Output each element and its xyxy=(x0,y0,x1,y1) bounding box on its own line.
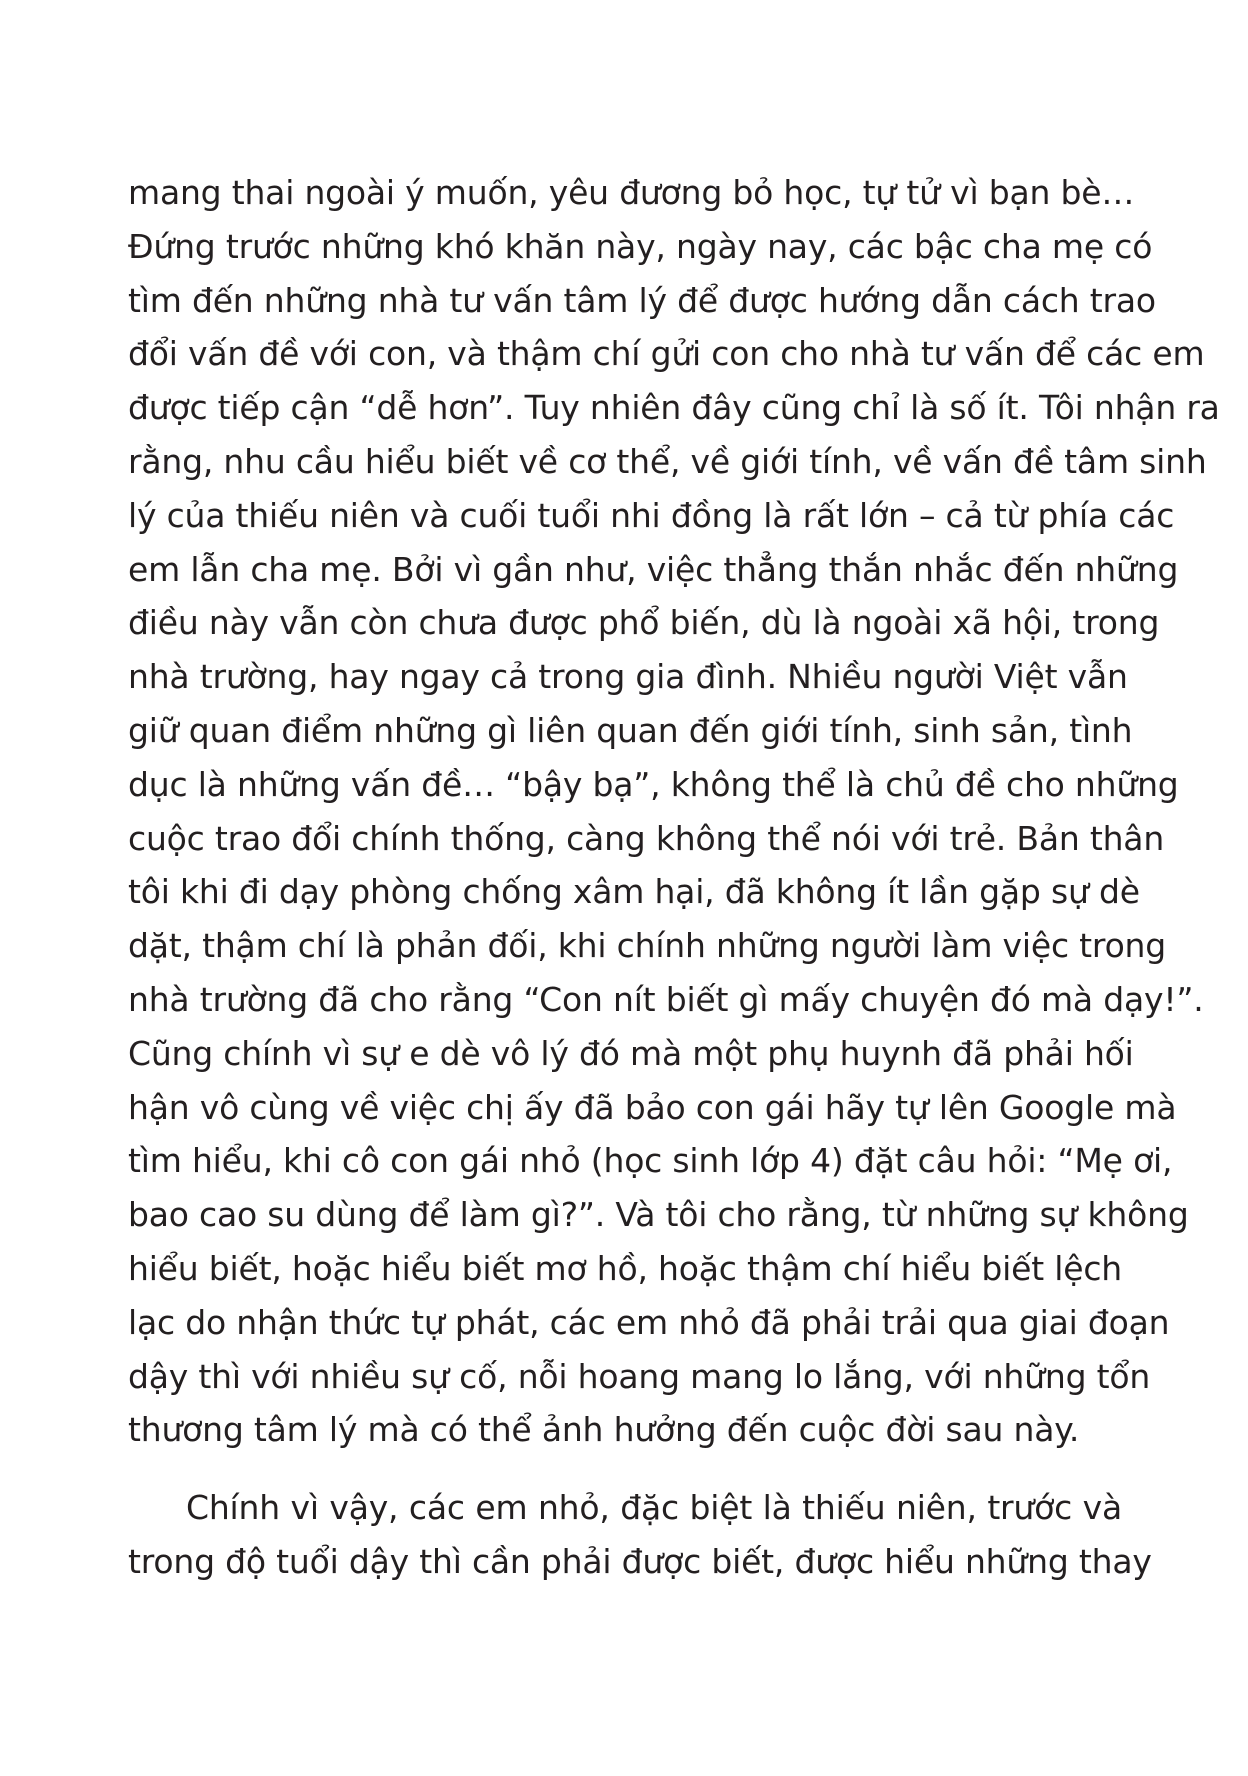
paragraph-spacer xyxy=(128,1457,1122,1481)
text-line: bao cao su dùng để làm gì?”. Và tôi cho rằng, từ những sự không xyxy=(128,1195,1189,1235)
text-line: nhà trường đã cho rằng “Con nít biết gì mấy chuyện đó mà dạy!”. xyxy=(128,979,1204,1019)
text-line: dục là những vấn đề… “bậy bạ”, không thể là chủ đề cho những xyxy=(128,764,1179,804)
text-line: hận vô cùng về việc chị ấy đã bảo con gái hãy tự lên Google mà xyxy=(128,1087,1177,1127)
text-line: cuộc trao đổi chính thống, càng không thể nói với trẻ. Bản thân xyxy=(128,818,1165,858)
text-line: thương tâm lý mà có thể ảnh hưởng đến cuộc đời sau này. xyxy=(128,1410,1080,1450)
text-line: nhà trường, hay ngay cả trong gia đình. Nhiều người Việt vẫn xyxy=(128,657,1128,697)
text-line: tìm đến những nhà tư vấn tâm lý để được hướng dẫn cách trao xyxy=(128,280,1156,320)
text-line: rằng, nhu cầu hiểu biết về cơ thể, về giới tính, về vấn đề tâm sinh xyxy=(128,441,1207,481)
text-line: điều này vẫn còn chưa được phổ biến, dù là ngoài xã hội, trong xyxy=(128,603,1160,643)
body-text xyxy=(128,166,1220,1589)
text-line: dậy thì với nhiều sự cố, nỗi hoang mang lo lắng, với những tổn xyxy=(128,1356,1151,1396)
text-line: trong độ tuổi dậy thì cần phải được biết, được hiểu những thay xyxy=(128,1541,1152,1581)
text-line: em lẫn cha mẹ. Bởi vì gần như, việc thẳng thắn nhắc đến những xyxy=(128,549,1179,589)
paragraph-1 xyxy=(128,166,1220,1457)
text-line: lý của thiếu niên và cuối tuổi nhi đồng là rất lớn – cả từ phía các xyxy=(128,495,1175,535)
paragraph-2 xyxy=(128,1481,1152,1589)
text-line: hiểu biết, hoặc hiểu biết mơ hồ, hoặc thậm chí hiểu biết lệch xyxy=(128,1248,1122,1288)
text-line: Đứng trước những khó khăn này, ngày nay, các bậc cha mẹ có xyxy=(128,226,1153,266)
text-line: Cũng chính vì sự e dè vô lý đó mà một phụ huynh đã phải hối xyxy=(128,1033,1134,1073)
text-line: lạc do nhận thức tự phát, các em nhỏ đã phải trải qua giai đoạn xyxy=(128,1302,1170,1342)
text-line: giữ quan điểm những gì liên quan đến giới tính, sinh sản, tình xyxy=(128,710,1133,750)
text-line: dặt, thậm chí là phản đối, khi chính những người làm việc trong xyxy=(128,926,1167,966)
text-line: mang thai ngoài ý muốn, yêu đương bỏ học, tự tử vì bạn bè… xyxy=(128,173,1135,212)
text-line: đổi vấn đề với con, và thậm chí gửi con cho nhà tư vấn để các em xyxy=(128,334,1205,374)
text-line: tìm hiểu, khi cô con gái nhỏ (học sinh lớp 4) đặt câu hỏi: “Mẹ ơi, xyxy=(128,1141,1173,1181)
text-line: được tiếp cận “dễ hơn”. Tuy nhiên đây cũng chỉ là số ít. Tôi nhận ra xyxy=(128,388,1220,428)
text-line: Chính vì vậy, các em nhỏ, đặc biệt là thiếu niên, trước và xyxy=(186,1488,1122,1528)
text-line: tôi khi đi dạy phòng chống xâm hại, đã không ít lần gặp sự dè xyxy=(128,872,1140,912)
